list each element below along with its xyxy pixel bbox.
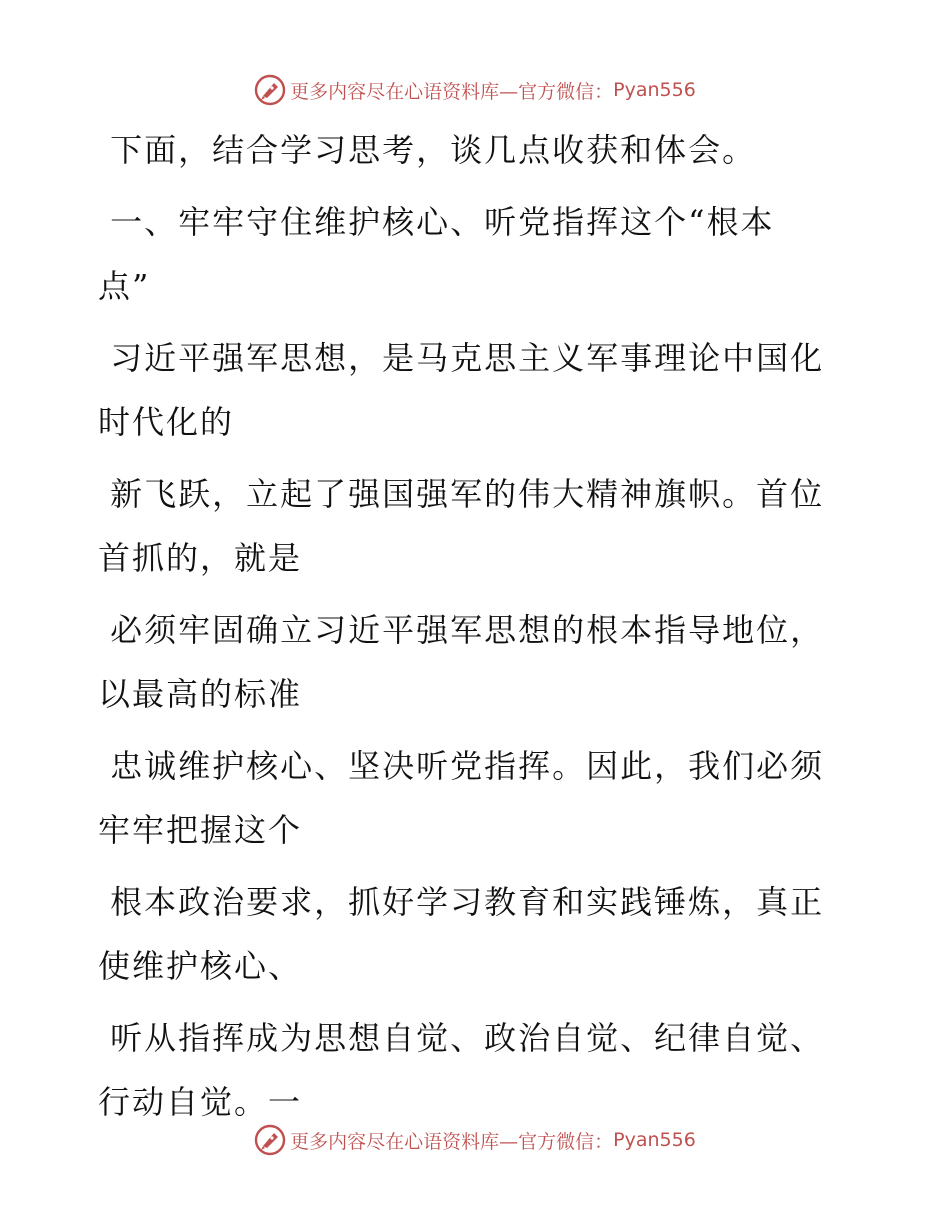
- banner-text: 更多内容尽在心语资料库—官方微信：: [290, 80, 614, 103]
- pen-nib-logo-icon: [254, 74, 286, 106]
- footer-banner: [0, 1120, 950, 1160]
- wechat-id: Pyan556: [613, 1129, 696, 1151]
- pen-nib-logo-icon: [254, 1124, 286, 1156]
- banner-text: 更多内容尽在心语资料库—官方微信：: [290, 1130, 614, 1153]
- paragraph: 新飞跃，立起了强国强军的伟大精神旗帜。首位 首抓的，就是: [98, 475, 825, 577]
- wechat-id: Pyan556: [613, 79, 696, 101]
- header-banner: [0, 70, 950, 110]
- paragraph: 下面，结合学习思考，谈几点收获和体会。: [98, 131, 757, 169]
- paragraph: 听从指挥成为思想自觉、政治自觉、纪律自觉、 行动自觉。一: [98, 1019, 825, 1121]
- paragraph: 忠诚维护核心、坚决听党指挥。因此，我们必须 牢牢把握这个: [98, 747, 825, 849]
- section-heading: 一、牢牢守住维护核心、听党指挥这个“根本 点”: [98, 203, 775, 305]
- paragraph: 根本政治要求，抓好学习教育和实践锤炼，真正 使维护核心、: [98, 883, 825, 985]
- paragraph: 习近平强军思想，是马克思主义军事理论中国化 时代化的: [98, 339, 825, 441]
- document-body: [98, 118, 858, 1142]
- paragraph: 必须牢固确立习近平强军思想的根本指导地位， 以最高的标准: [98, 611, 825, 713]
